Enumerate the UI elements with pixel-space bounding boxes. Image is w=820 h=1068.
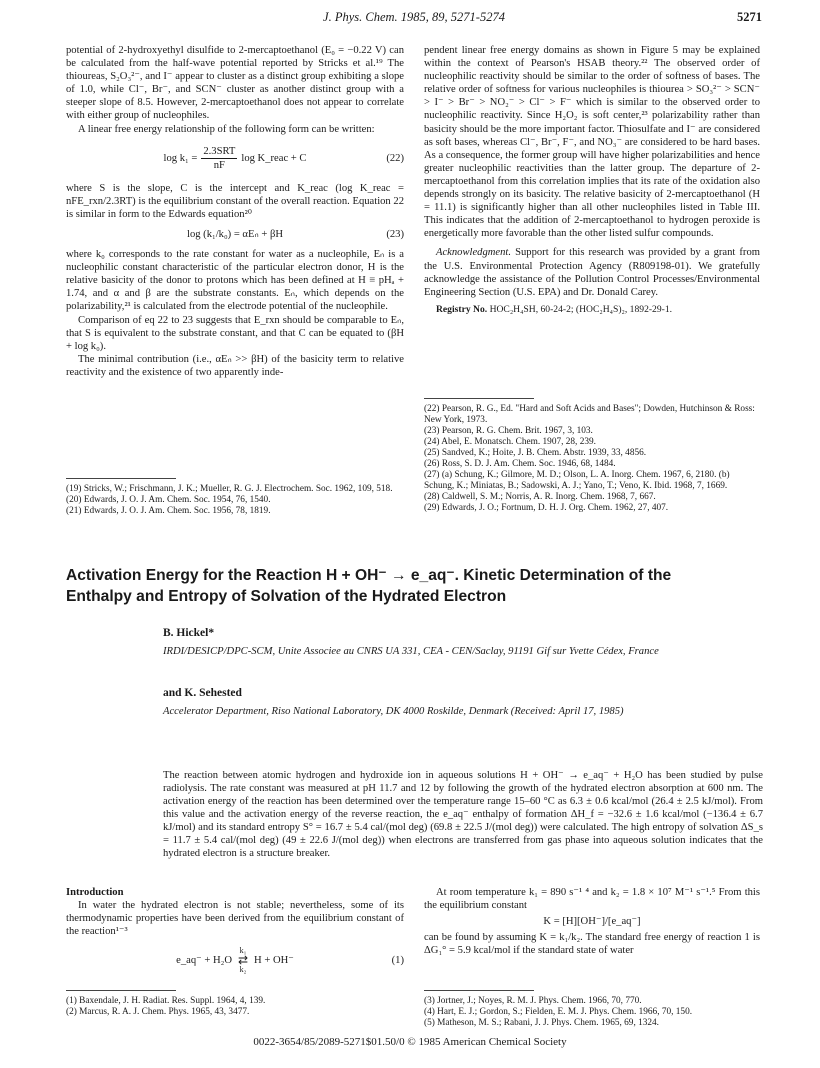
equation-lhs: e_aq⁻ + H₂O (176, 954, 232, 966)
reference-item: (22) Pearson, R. G., Ed. "Hard and Soft Acids and Bases"; Dowden, Hutchinson & Ross: New York, 1973. (424, 404, 755, 425)
author-name: and K. Sehested (163, 687, 242, 699)
page-number: 5271 (737, 10, 762, 24)
reference-item: (19) Stricks, W.; Frischmann, J. K.; Mueller, R. G. J. Electrochem. Soc. 1962, 109, 518. (66, 484, 393, 494)
acknowledgment-label: Acknowledgment. (436, 247, 512, 259)
reference-item: (23) Pearson, R. G. Chem. Brit. 1967, 3, 103. (424, 426, 593, 436)
journal-citation: J. Phys. Chem. 1985, 89, 5271-5274 (323, 10, 505, 24)
page-footer: 0022-3654/85/2089-5271$01.50/0 © 1985 American Chemical Society (253, 1036, 567, 1048)
equilibrium-arrow (238, 946, 248, 974)
section-heading: Introduction (66, 887, 124, 898)
reference-item: (5) Matheson, M. S.; Rabani, J. J. Phys. Chem. 1965, 69, 1324. (424, 1018, 660, 1028)
paragraph: potential of 2-hydroxyethyl disulfide to 2-mercaptoethanol (E₀ = −0.22 V) can be calculated from the half-wave potential reported by Stricks et al.¹⁹ The thioureas, S₂O₃²⁻, and I⁻ appear to cluster as a distinct group exhibiting a slope of 1.0, while Cl⁻, Br⁻, and SCN⁻ cluster as another distinct group with a steeper slope of 8.5. However, 2-mercaptoethanol does not appear to correlate with either group of nucleophiles. (66, 45, 404, 122)
reference-item: (24) Abel, E. Monatsch. Chem. 1907, 28, 239. (424, 437, 596, 447)
reference-item: (4) Hart, E. J.; Gordon, S.; Fielden, E. M. J. Phys. Chem. 1966, 70, 150. (424, 1007, 693, 1017)
prev-right-footnotes (424, 398, 760, 514)
acknowledgment-text: Support for this research was provided by a grant from the U.S. Environmental Protection Agency (R809198-01). We gratefully acknowledge the assistance of the Pollution Control Processes/Environmental Engineering Section (U.S. EPA) and Dr. Donald Carey. (424, 247, 760, 298)
registry (424, 303, 760, 316)
prev-left-footnotes (66, 478, 404, 517)
prev-right-column (424, 44, 760, 316)
reference-item: (25) Sandved, K.; Hoite, J. B. Chem. Abstr. 1939, 33, 4856. (424, 448, 647, 458)
equation-K (424, 915, 760, 928)
intro-right-footnotes (424, 990, 760, 1029)
footnote-rule (66, 478, 176, 479)
acknowledgment (424, 246, 760, 298)
intro-right-column (424, 886, 760, 957)
reference-item: (27) (a) Schung, K.; Gilmore, M. D.; Olson, L. A. Inorg. Chem. 1967, 6, 2180. (b) Schung, K.; Miniatas, B.; Sadowski, A. J.; Yano, T.; Veno, K. Ibid. 1968, 7, 1669. (424, 470, 730, 491)
paragraph: In water the hydrated electron is not stable; nevertheless, some of its thermodynamic properties have been derived from the equilibrium constant of the reaction¹⁻³ (66, 900, 404, 938)
equation-rhs: H + OH⁻ (254, 954, 294, 966)
footnote-rule (424, 990, 534, 991)
prev-left-column (66, 44, 404, 379)
rate-constant-forward: k₁ (239, 946, 247, 956)
paragraph: where S is the slope, C is the intercept and K_reac (log K_reac = nFE_rxn/2.3RT) is the equilibrium constant of the overall reaction. Equation 22 is similar in form to the Edwards equation²⁰ (66, 182, 404, 220)
reference-item: (3) Jortner, J.; Noyes, R. M. J. Phys. Chem. 1966, 70, 770. (424, 996, 642, 1006)
reference-item: (2) Marcus, R. A. J. Chem. Phys. 1965, 43, 3477. (66, 1007, 250, 1017)
equation-body: K = [H][OH⁻]/[e_aq⁻] (543, 916, 641, 928)
paragraph: can be found by assuming K = k₁/k₂. The standard free energy of reaction 1 is ΔG₁° = 5.9 kcal/mol if the standard state of water (424, 932, 760, 957)
paragraph: Comparison of eq 22 to 23 suggests that E_rxn should be comparable to Eₙ, that S is equivalent to the substrate constant, and that C can be equated to (βH + log k₀). (66, 314, 404, 352)
equation-23 (66, 228, 404, 241)
equation-number: (23) (386, 228, 404, 240)
paragraph: The minimal contribution (i.e., αEₙ >> βH) of the basicity term to relative reactivity and the existence of two apparently inde- (66, 353, 404, 378)
equation-body: log (k₁/k₀) = αEₙ + βH (187, 228, 283, 240)
registry-text: HOC₂H₄SH, 60-24-2; (HOC₂H₄S)₂, 1892-29-1. (489, 303, 673, 315)
paragraph: where k₀ corresponds to the rate constant for water as a nucleophile, Eₙ is a nucleophilic constant characteristic of the particular electron donor, H is the relative basicity of the donor to protons which has been defined at H ≡ pHₐ + 1.74, and α and β are the substrate constants. Eₙ, which depends on the polarizability,²¹ is calculated from the electrode potential of the nucleophile. (66, 249, 404, 313)
intro-left-footnotes (66, 990, 404, 1018)
equation-number: (22) (386, 153, 404, 165)
equation-22 (66, 143, 404, 175)
abstract: The reaction between atomic hydrogen and hydroxide ion in aqueous solutions H + OH⁻ → e_aq⁻ + H₂O has been studied by pulse radiolysis. The rate constant was measured at pH 11.7 and 12 by following the growth of the hydrated electron absorption at 600 nm. The activation energy of the reaction has been determined over the temperature range 15–60 °C as 6.3 ± 0.6 kcal/mol (26.4 ± 2.5 kJ/mol). From this value and the activation energy of the reverse reaction, the e_aq⁻ enthalpy of formation ΔH_f = −32.6 ± 1.6 kcal/mol (−136.4 ± 6.7 kJ/mol) and its standard entropy S° = 16.7 ± 5.4 cal/(mol deg) (69.8 ± 22.5 J/(mol deg)) were calculated. The high entropy of solvation ΔS_s = 11.7 ± 5.4 cal/(mol deg) (49 ± 22.6 J/(mol deg)) when electrons are transferred from gas phase into aqueous solution indicates that the hydrated electron is a structure breaker. (163, 770, 763, 859)
reference-item: (28) Caldwell, S. M.; Norris, A. R. Inorg. Chem. 1968, 7, 667. (424, 492, 656, 502)
registry-label: Registry No. (436, 303, 488, 315)
reference-item: (1) Baxendale, J. H. Radiat. Res. Suppl. 1964, 4, 139. (66, 996, 266, 1006)
reference-item: (26) Ross, S. D. J. Am. Chem. Soc. 1946, 68, 1484. (424, 459, 616, 469)
equation-lhs: log k₁ = (163, 153, 198, 165)
equation-fraction (201, 145, 237, 172)
reference-item: (21) Edwards, J. O. J. Am. Chem. Soc. 1956, 78, 1819. (66, 506, 271, 516)
author-name: B. Hickel* (163, 627, 215, 639)
title-line: Activation Energy for the Reaction H + OH⁻ → e_aq⁻. Kinetic Determination of the (66, 567, 672, 584)
reference-item: (20) Edwards, J. O. J. Am. Chem. Soc. 1954, 76, 1540. (66, 495, 271, 505)
intro-left-column (66, 886, 404, 982)
footnote-rule (66, 990, 176, 991)
article-title (66, 565, 756, 607)
equation-1 (66, 945, 404, 975)
equilibrium-arrow-icon: ⇄ (237, 953, 249, 968)
rate-constant-reverse: k₂ (239, 965, 247, 975)
paragraph: pendent linear free energy domains as shown in Figure 5 may be explained within the context of Pearson's HSAB theory.²² The observed order of nucleophilic reactivity should be similar to the order of softness of bases. The relative order of softness for various nucleophiles is thiourea > SO₃²⁻ > SCN⁻ > I⁻ > Br⁻ > NO₂⁻ > Cl⁻ > F⁻ which is similar to the observed order to nucleophilic reactivity. Since H₂O₂ is soft center,²³ polarizability rather than basicity should be the more important factor. Thiosulfate and I⁻ are considered as soft bases, whereas Cl⁻, Br⁻, F⁻, and NO₃⁻ are considered to be hard bases. As a consequence, the former group will have higher polarizabilities and hence greater nucleophilic reactivities than the latter group. The departure of 2-mercaptoethanol from this correlation implies that its rate of the oxidation also depends strongly on its basicity. The relative basicity of 2-mercaptoethanol (H = 11.1) is significantly higher than all other nucleophiles listed in Table III. This indicates that the addition of 2-mercaptoethanol to hydrogen peroxide is energetically more favorable than the other listed sulfur compounds. (424, 45, 760, 240)
title-line: Enthalpy and Entropy of Solvation of the Hydrated Electron (66, 588, 507, 605)
paragraph: A linear free energy relationship of the following form can be written: (78, 123, 375, 135)
equation-rhs: log K_reac + C (241, 153, 307, 165)
author-affiliation: IRDI/DESICP/DPC-SCM, Unite Associee au CNRS UA 331, CEA - CEN/Saclay, 91191 Gif sur Yvette Cédex, France (163, 646, 659, 657)
reference-item: (29) Edwards, J. O.; Fortnum, D. H. J. Org. Chem. 1962, 27, 407. (424, 503, 669, 513)
footnote-rule (424, 398, 534, 399)
equation-number: (1) (391, 954, 404, 966)
author-affiliation: Accelerator Department, Riso National Laboratory, DK 4000 Roskilde, Denmark (Received: April 17, 1985) (163, 706, 624, 717)
fraction-denominator: nF (213, 160, 225, 172)
paragraph: At room temperature k₁ = 890 s⁻¹ ⁴ and k₂ = 1.8 × 10⁷ M⁻¹ s⁻¹.⁵ From this the equilibrium constant (424, 887, 760, 912)
fraction-numerator: 2.3SRT (201, 145, 237, 159)
running-header (66, 10, 762, 32)
